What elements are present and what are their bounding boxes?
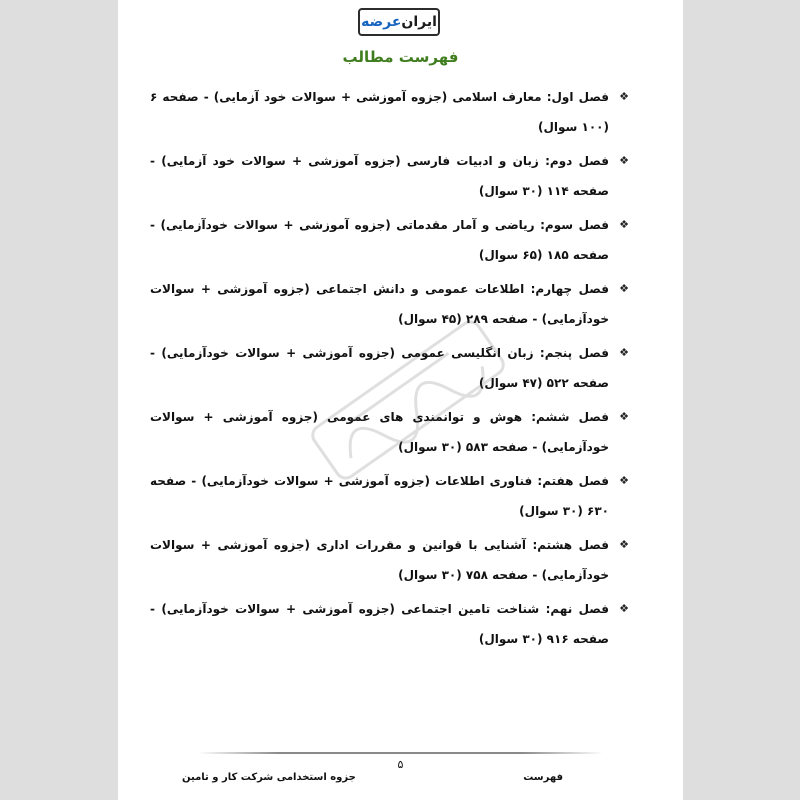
document-page	[118, 0, 683, 800]
diamond-bullet-icon: ❖	[619, 218, 629, 231]
toc-item-text: فصل هفتم: فناوری اطلاعات (جزوه آموزشی + سوالات خودآزمایی) - صفحه ۶۳۰ (۳۰ سوال)	[150, 474, 609, 518]
toc-item-text: فصل اول: معارف اسلامی (جزوه آموزشی + سوالات خود آزمایی) - صفحه ۶ (۱۰۰ سوال)	[150, 90, 609, 134]
table-of-contents	[150, 82, 629, 658]
toc-item-text: فصل هشتم: آشنایی با قوانین و مقررات اداری (جزوه آموزشی + سوالات خودآزمایی) - صفحه ۷۵۸ (۳۰ سوال)	[150, 538, 609, 582]
diamond-bullet-icon: ❖	[619, 90, 629, 103]
toc-item	[150, 466, 629, 526]
toc-item-text: فصل نهم: شناخت تامین اجتماعی (جزوه آموزشی + سوالات خودآزمایی) - صفحه ۹۱۶ (۳۰ سوال)	[150, 602, 609, 646]
diamond-bullet-icon: ❖	[619, 538, 629, 551]
toc-item	[150, 274, 629, 334]
toc-item-text: فصل پنجم: زبان انگلیسی عمومی (جزوه آموزشی + سوالات خودآزمایی) - صفحه ۵۲۲ (۴۷ سوال)	[150, 346, 609, 390]
diamond-bullet-icon: ❖	[619, 282, 629, 295]
diamond-bullet-icon: ❖	[619, 154, 629, 167]
toc-item-text: فصل دوم: زبان و ادبیات فارسی (جزوه آموزشی + سوالات خود آزمایی) - صفحه ۱۱۴ (۳۰ سوال)	[150, 154, 609, 198]
toc-item	[150, 146, 629, 206]
footer-section-title: فهرست	[523, 772, 563, 783]
toc-item	[150, 338, 629, 398]
diamond-bullet-icon: ❖	[619, 346, 629, 359]
toc-item	[150, 402, 629, 462]
diamond-bullet-icon: ❖	[619, 474, 629, 487]
toc-item-text: فصل چهارم: اطلاعات عمومی و دانش اجتماعی (جزوه آموزشی + سوالات خودآزمایی) - صفحه ۲۸۹ (۴۵ سوال)	[150, 282, 609, 326]
toc-item-text: فصل ششم: هوش و توانمندی های عمومی (جزوه آموزشی + سوالات خودآزمایی) - صفحه ۵۸۳ (۳۰ سوال)	[150, 410, 609, 454]
toc-item	[150, 210, 629, 270]
brand-logo	[358, 8, 440, 36]
diamond-bullet-icon: ❖	[619, 602, 629, 615]
logo-text-part1: ایران	[401, 14, 437, 30]
footer-document-title: جزوه استخدامی شرکت کار و تامین	[182, 772, 356, 783]
toc-item	[150, 530, 629, 590]
diamond-bullet-icon: ❖	[619, 410, 629, 423]
page-number: ۵	[397, 758, 404, 771]
footer-divider	[198, 752, 603, 754]
page-title: فهرست مطالب	[342, 48, 459, 66]
toc-item-text: فصل سوم: ریاضی و آمار مقدماتی (جزوه آموزشی + سوالات خودآزمایی) - صفحه ۱۸۵ (۶۵ سوال)	[150, 218, 609, 262]
toc-item	[150, 82, 629, 142]
toc-item	[150, 594, 629, 654]
logo-text-part2: عرضه	[361, 14, 402, 30]
